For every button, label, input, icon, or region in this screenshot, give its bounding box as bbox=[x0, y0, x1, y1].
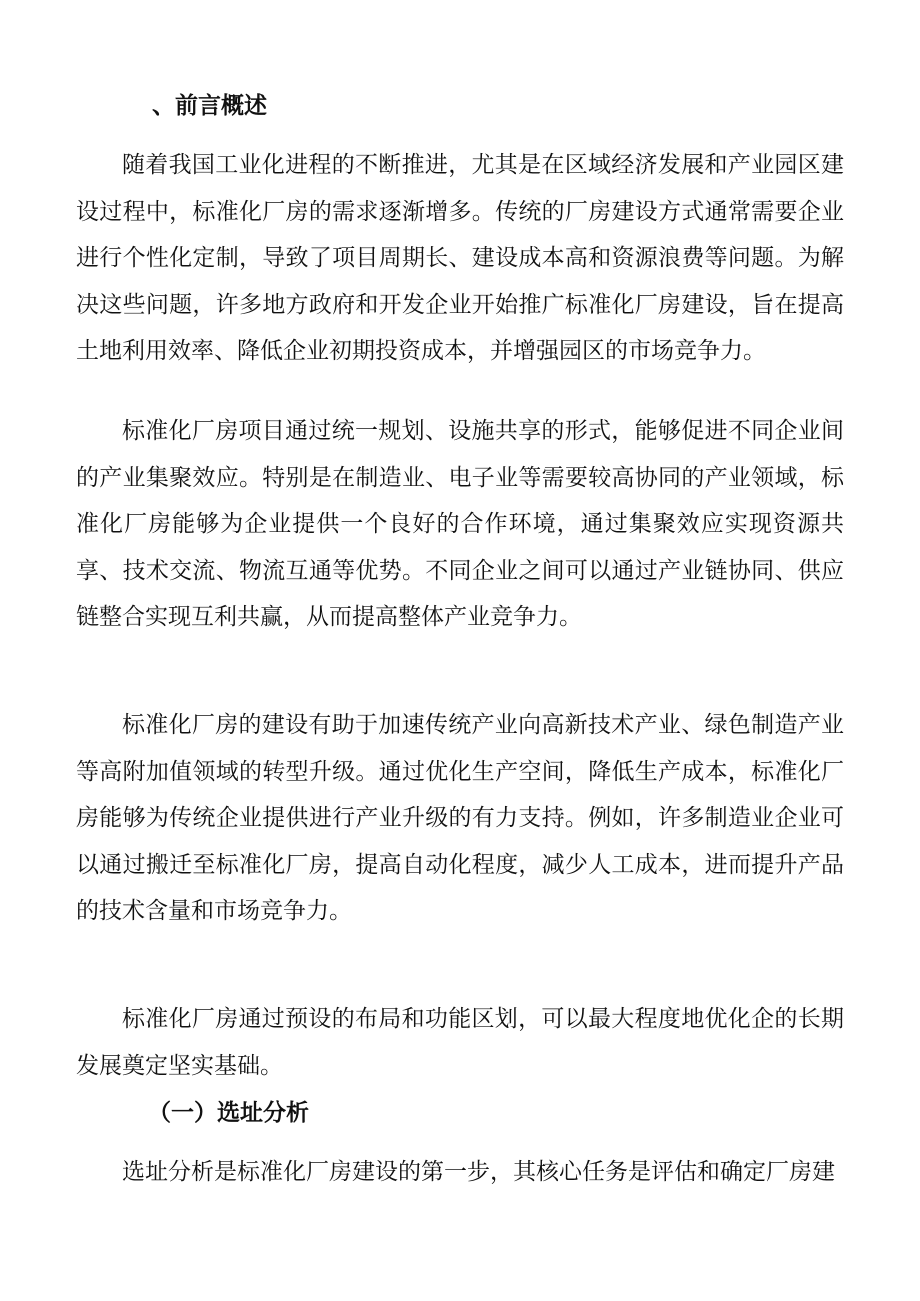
subsection-heading: （一）选址分析 bbox=[148, 1099, 309, 1126]
paragraph: 选址分析是标准化厂房建设的第一步，其核心任务是评估和确定厂房建 bbox=[122, 1159, 835, 1185]
paragraph: 随着我国工业化进程的不断推进，尤其是在区域经济发展和产业园区建设过程中，标准化厂房的需求逐渐增多。传统的厂房建设方式通常需要企业进行个性化定制，导致了项目周期长、建设成本高和资源浪费等问题。为解决这些问题，许多地方政府和开发企业开始推广标准化厂房建设，旨在提高土地利用效率、降低企业初期投资成本，并增强园区的市场竞争力。 bbox=[76, 152, 844, 364]
paragraph: 标准化厂房的建设有助于加速传统产业向高新技术产业、绿色制造产业等高附加值领域的转型升级。通过优化生产空间，降低生产成本，标准化厂房能够为传统企业提供进行产业升级的有力支持。例如，许多制造业企业可以通过搬迁至标准化厂房，提高自动化程度，减少人工成本，进而提升产品的技术含量和市场竞争力。 bbox=[76, 712, 844, 924]
section-heading: 、前言概述 bbox=[152, 92, 267, 119]
paragraph: 标准化厂房项目通过统一规划、设施共享的形式，能够促进不同企业间的产业集聚效应。特别是在制造业、电子业等需要较高协同的产业领域，标准化厂房能够为企业提供一个良好的合作环境，通过集聚效应实现资源共享、技术交流、物流互通等优势。不同企业之间可以通过产业链协同、供应链整合实现互利共赢，从而提高整体产业竞争力。 bbox=[76, 418, 844, 630]
paragraph: 标准化厂房通过预设的布局和功能区划，可以最大程度地优化企的长期发展奠定坚实基础。 bbox=[76, 1006, 844, 1079]
